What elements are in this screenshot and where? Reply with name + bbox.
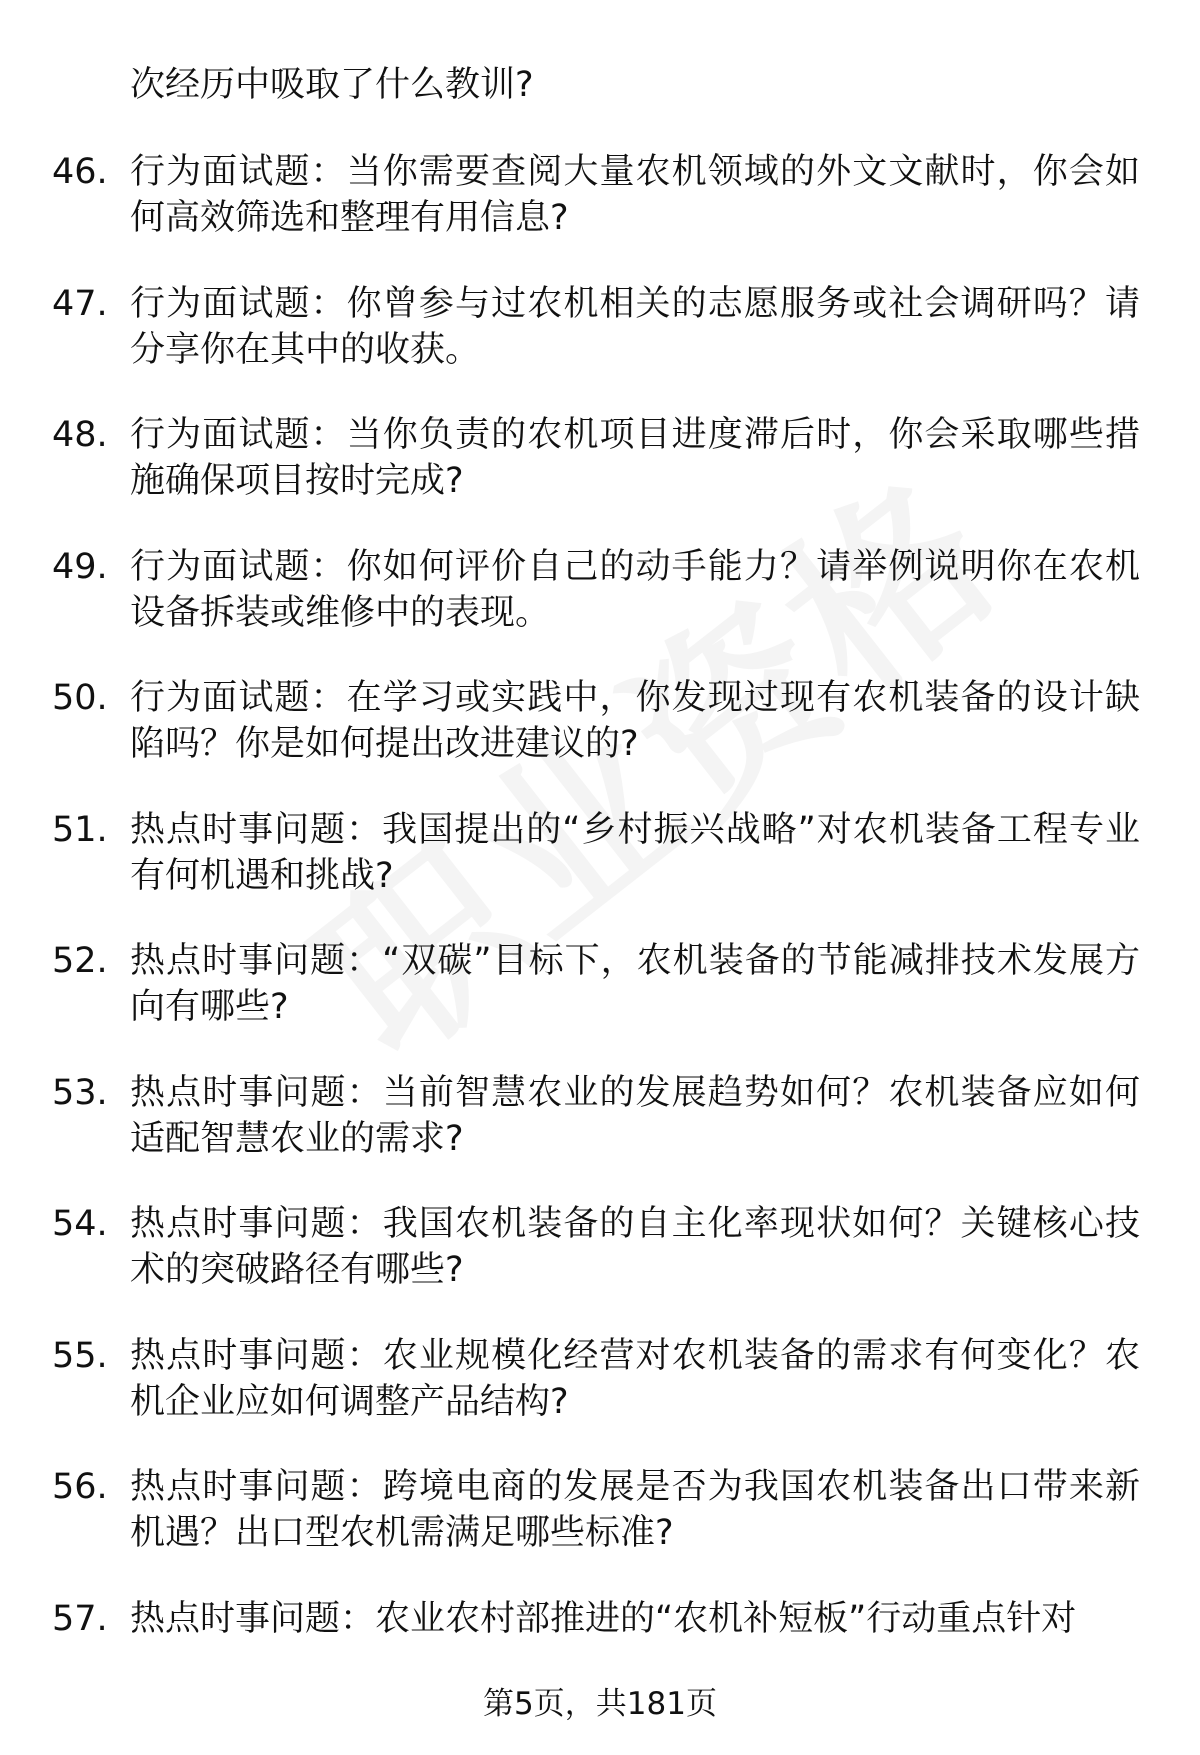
list-item [0,412,1200,544]
list-item [0,675,1200,807]
question-text: 行为面试题：当你需要查阅大量农机领域的外文文献时，你会如何高效筛选和整理有用信息? [130,152,1140,238]
question-text: 热点时事问题：“双碳”目标下，农机装备的节能减排技术发展方向有哪些? [130,941,1140,1027]
question-number: 56. [52,1467,108,1507]
question-number: 55. [52,1335,108,1376]
question-number: 48. [52,415,108,455]
question-continuation: 次经历中吸取了什么教训? [130,65,534,105]
list-item [0,149,1200,281]
question-text: 热点时事问题：农业农村部推进的“农机补短板”行动重点针对 [130,1598,1077,1639]
question-text: 行为面试题：你曾参与过农机相关的志愿服务或社会调研吗？请分享你在其中的收获。 [130,283,1140,370]
question-list [0,149,1200,1727]
list-item [0,1070,1200,1202]
question-number: 50. [52,678,108,718]
question-text: 行为面试题：你如何评价自己的动手能力？请举例说明你在农机设备拆装或维修中的表现。 [130,546,1140,633]
list-item [0,1201,1200,1333]
list-item [0,1464,1200,1596]
question-number: 46. [52,152,108,192]
page-footer: 第5页，共181页 [483,1686,717,1722]
question-number: 53. [52,1072,108,1113]
question-number: 54. [52,1204,108,1244]
list-item [0,807,1200,939]
question-text: 热点时事问题：我国提出的“乡村振兴战略”对农机装备工程专业有何机遇和挑战? [130,809,1140,896]
question-text: 热点时事问题：当前智慧农业的发展趋势如何？农机装备应如何适配智慧农业的需求? [130,1072,1140,1159]
question-text: 行为面试题：在学习或实践中，你发现过现有农机装备的设计缺陷吗？你是如何提出改进建议的? [130,678,1140,764]
question-text: 热点时事问题：跨境电商的发展是否为我国农机装备出口带来新机遇？出口型农机需满足哪些标准? [130,1467,1140,1553]
list-item [0,281,1200,413]
list-item [0,1333,1200,1465]
question-text: 热点时事问题：我国农机装备的自主化率现状如何？关键核心技术的突破路径有哪些? [130,1204,1140,1290]
question-text: 热点时事问题：农业规模化经营对农机装备的需求有何变化？农机企业应如何调整产品结构? [130,1335,1140,1422]
question-text: 行为面试题：当你负责的农机项目进度滞后时，你会采取哪些措施确保项目按时完成? [130,415,1140,501]
list-item [0,544,1200,676]
question-number: 49. [52,546,108,587]
question-number: 47. [52,283,108,324]
list-item [0,938,1200,1070]
question-number: 52. [52,941,108,981]
question-number: 57. [52,1598,108,1639]
question-number: 51. [52,809,108,850]
